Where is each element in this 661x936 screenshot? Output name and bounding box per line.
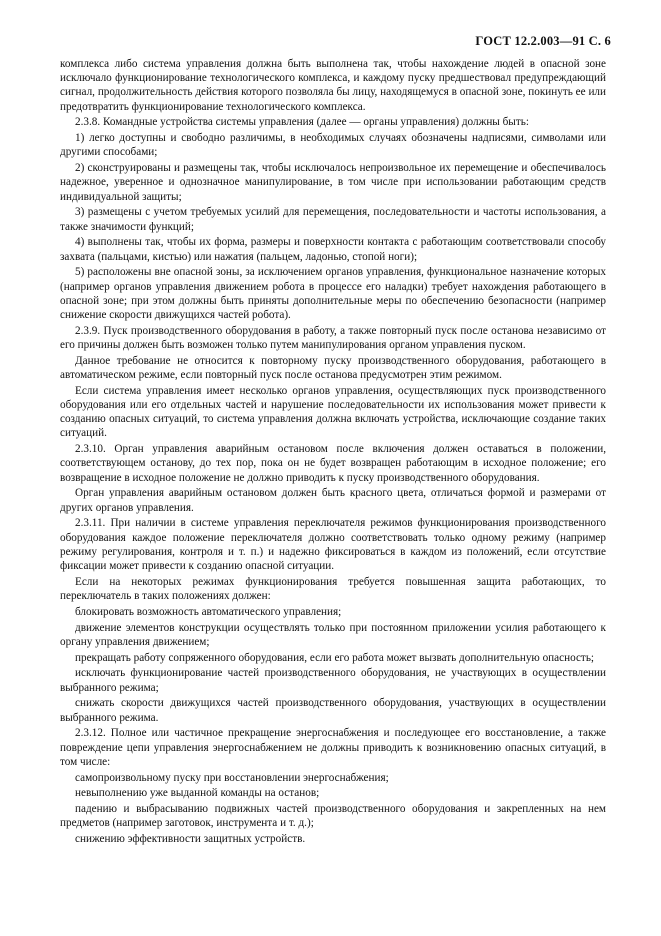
paragraph: 4) выполнены так, чтобы их форма, размеры и поверхности контакта с работающим соответствовали способу захвата (пальцами, кистью) или нажатия (пальцем, ладонью, стопой ноги); bbox=[60, 236, 606, 263]
paragraph: Орган управления аварийным остановом должен быть красного цвета, отличаться формой и размерами от других органов управления. bbox=[60, 487, 606, 514]
paragraph: 2) сконструированы и размещены так, чтобы исключалось непроизвольное их перемещение и обеспечивалось надежное, уверенное и однозначное манипулирование, в том числе при использовании работающим средств индивидуальной защиты; bbox=[60, 162, 606, 203]
paragraph: 5) расположены вне опасной зоны, за исключением органов управления, функциональное назначение которых (например органов управления движением робота в процессе его наладки) требует нахождения работающего в опасной зоне; при этом должны быть приняты дополнительные меры по обеспечению безопасности (например снижение скорости движущихся частей робота). bbox=[60, 266, 606, 322]
paragraph: самопроизвольному пуску при восстановлении энергоснабжения; bbox=[75, 771, 389, 784]
paragraph: 2.3.8. Командные устройства системы управления (далее — органы управления) должны быть: bbox=[75, 116, 529, 129]
paragraph: 2.3.10. Орган управления аварийным остановом после включения должен оставаться в положении, соответствующем останову, до тех пор, пока он не будет возвращен работающим в исходное положение; его возвращение в исходное положение не должно приводить к пуску производственного оборудования. bbox=[60, 443, 606, 484]
paragraph: 2.3.11. При наличии в системе управления переключателя режимов функционирования производственного оборудования каждое положение переключателя должно соответствовать только одному режиму (например режиму регулирования, контроля и т. п.) и надежно фиксироваться в каждом из положений, если отсутствие фиксации может привести к созданию опасной ситуации. bbox=[60, 517, 606, 573]
paragraph: Если на некоторых режимах функционирования требуется повышенная защита работающих, то переключатель в таких положениях должен: bbox=[60, 575, 606, 603]
paragraph: 2.3.12. Полное или частичное прекращение энергоснабжения и последующее его восстановление, а также повреждение цепи управления энергоснабжением не должны приводить к возникновению опасных ситуаций, в том числе: bbox=[60, 727, 606, 768]
paragraph: падению и выбрасыванию подвижных частей производственного оборудования и закрепленных на нем предметов (например заготовок, инструмента и т. д.); bbox=[60, 803, 606, 830]
paragraph: блокировать возможность автоматического управления; bbox=[75, 605, 342, 618]
document-body bbox=[60, 57, 606, 848]
page-header: ГОСТ 12.2.003—91 С. 6 bbox=[475, 34, 611, 48]
paragraph: 3) размещены с учетом требуемых усилий для перемещения, последовательности и частоты использования, а также значимости функций; bbox=[60, 206, 606, 233]
paragraph: комплекса либо система управления должна быть выполнена так, чтобы нахождение людей в опасной зоне исключало функционирование технологического комплекса, и каждому пуску предшествовал предупреждающий сигнал, продолжительность действия которого позволяла бы лицу, находящемуся в опасной зоне, покинуть ее или предотвратить функционирование технологического комплекса. bbox=[60, 58, 606, 113]
paragraph: снижению эффективности защитных устройств. bbox=[75, 833, 306, 846]
paragraph: движение элементов конструкции осуществлять только при постоянном приложении усилия работающего к органу управления движением; bbox=[60, 621, 606, 648]
paragraph: невыполнению уже выданной команды на останов; bbox=[75, 787, 320, 800]
paragraph: Если система управления имеет несколько органов управления, осуществляющих пуск производственного оборудования или его отдельных частей и нарушение последовательности их использования может привести к созданию опасных ситуаций, то система управления должна включать устройства, исключающие создание таких ситуаций. bbox=[60, 384, 606, 440]
paragraph: снижать скорости движущихся частей производственного оборудования, участвующих в осуществлении выбранного режима. bbox=[60, 697, 606, 724]
paragraph: 2.3.9. Пуск производственного оборудования в работу, а также повторный пуск после останова независимо от его причины должен быть возможен только путем манипулирования органом управления пуском. bbox=[60, 324, 606, 352]
paragraph: 1) легко доступны и свободно различимы, в необходимых случаях обозначены надписями, символами или другими способами; bbox=[60, 132, 606, 159]
paragraph: исключать функционирование частей производственного оборудования, не участвующих в осуществлении выбранного режима; bbox=[60, 667, 606, 694]
paragraph: прекращать работу сопряженного оборудования, если его работа может вызвать дополнительную опасность; bbox=[75, 651, 595, 664]
paragraph: Данное требование не относится к повторному пуску производственного оборудования, работающего в автоматическом режиме, если повторный пуск после останова предусмотрен этим режимом. bbox=[60, 354, 606, 382]
